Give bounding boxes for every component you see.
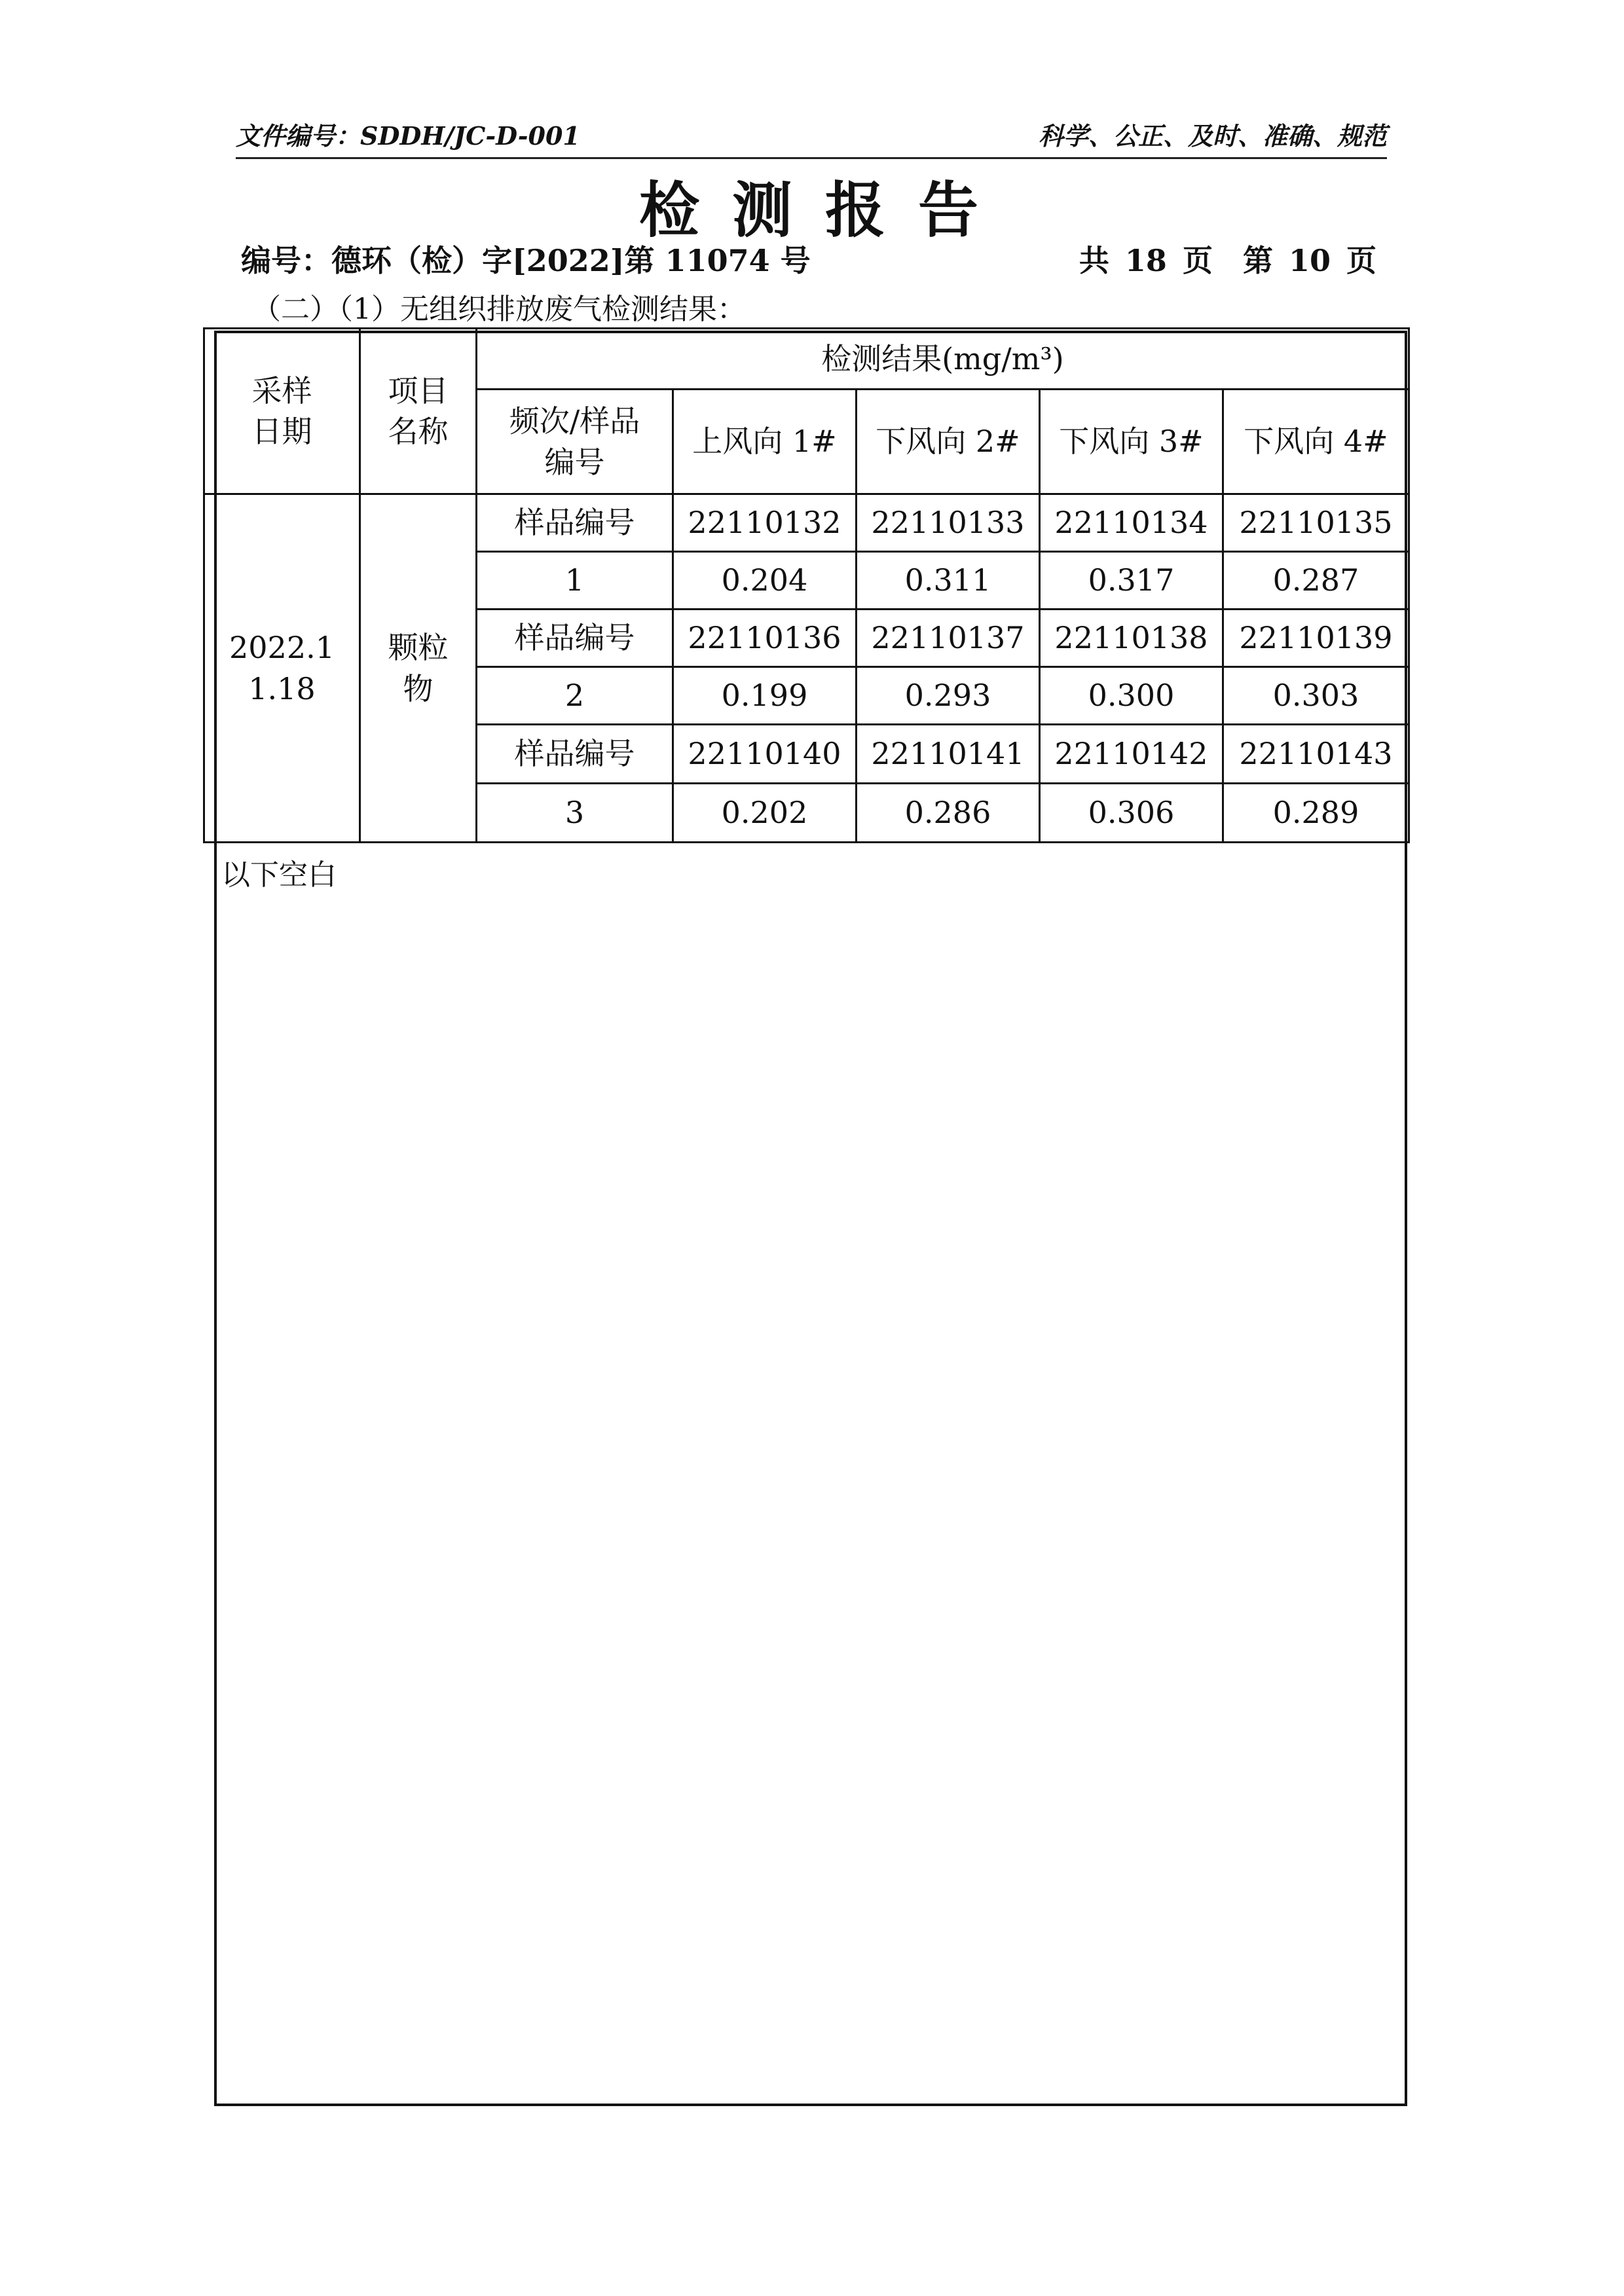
table-cell: 22110134	[1040, 494, 1223, 552]
section-title: （二）（1）无组织排放废气检测结果：	[252, 293, 746, 326]
header-result-group: 检测结果(mg/m³)	[477, 329, 1409, 390]
table-cell: 0.199	[673, 667, 857, 725]
row-label: 样品编号	[477, 494, 673, 552]
table-cell: 0.293	[857, 667, 1040, 725]
header-sample-date: 采样日期	[204, 329, 360, 494]
report-title: 检测报告	[638, 175, 1011, 246]
header-frequency: 频次/样品编号	[477, 390, 673, 494]
item-name-cell: 颗粒物	[360, 494, 477, 843]
row-label: 2	[477, 667, 673, 725]
table-cell: 22110135	[1223, 494, 1409, 552]
row-label: 样品编号	[477, 725, 673, 784]
table-cell: 22110141	[857, 725, 1040, 784]
page-info: 共 18 页 第 10 页	[1079, 243, 1376, 278]
table-cell: 22110136	[673, 610, 857, 667]
header-line	[236, 118, 1387, 159]
table-cell: 0.317	[1040, 552, 1223, 610]
row-label: 3	[477, 784, 673, 843]
header-item-name: 项目名称	[360, 329, 477, 494]
table-cell: 22110143	[1223, 725, 1409, 784]
header-col-3: 下风向 3#	[1040, 390, 1223, 494]
header-col-4: 下风向 4#	[1223, 390, 1409, 494]
header-col-2: 下风向 2#	[857, 390, 1040, 494]
table-cell: 0.311	[857, 552, 1040, 610]
table-cell: 0.202	[673, 784, 857, 843]
row-label: 样品编号	[477, 610, 673, 667]
table-cell: 0.204	[673, 552, 857, 610]
sample-date-cell: 2022.11.18	[204, 494, 360, 843]
table-cell: 0.289	[1223, 784, 1409, 843]
table-cell: 22110132	[673, 494, 857, 552]
report-number: 编号：德环（检）字[2022]第 11074 号	[241, 243, 811, 278]
results-table	[203, 327, 1410, 843]
table-cell: 22110133	[857, 494, 1040, 552]
header-col-1: 上风向 1#	[673, 390, 857, 494]
doc-code: 文件编号：SDDH/JC-D-001	[236, 121, 580, 151]
table-cell: 22110140	[673, 725, 857, 784]
motto: 科学、公正、及时、准确、规范	[1038, 121, 1387, 151]
table-cell: 22110142	[1040, 725, 1223, 784]
table-cell: 22110137	[857, 610, 1040, 667]
table-cell: 22110138	[1040, 610, 1223, 667]
table-cell: 0.303	[1223, 667, 1409, 725]
table-cell: 0.287	[1223, 552, 1409, 610]
table-cell: 0.286	[857, 784, 1040, 843]
table-cell: 0.306	[1040, 784, 1223, 843]
table-cell: 22110139	[1223, 610, 1409, 667]
row-label: 1	[477, 552, 673, 610]
blank-note: 以下空白	[221, 858, 337, 892]
table-cell: 0.300	[1040, 667, 1223, 725]
